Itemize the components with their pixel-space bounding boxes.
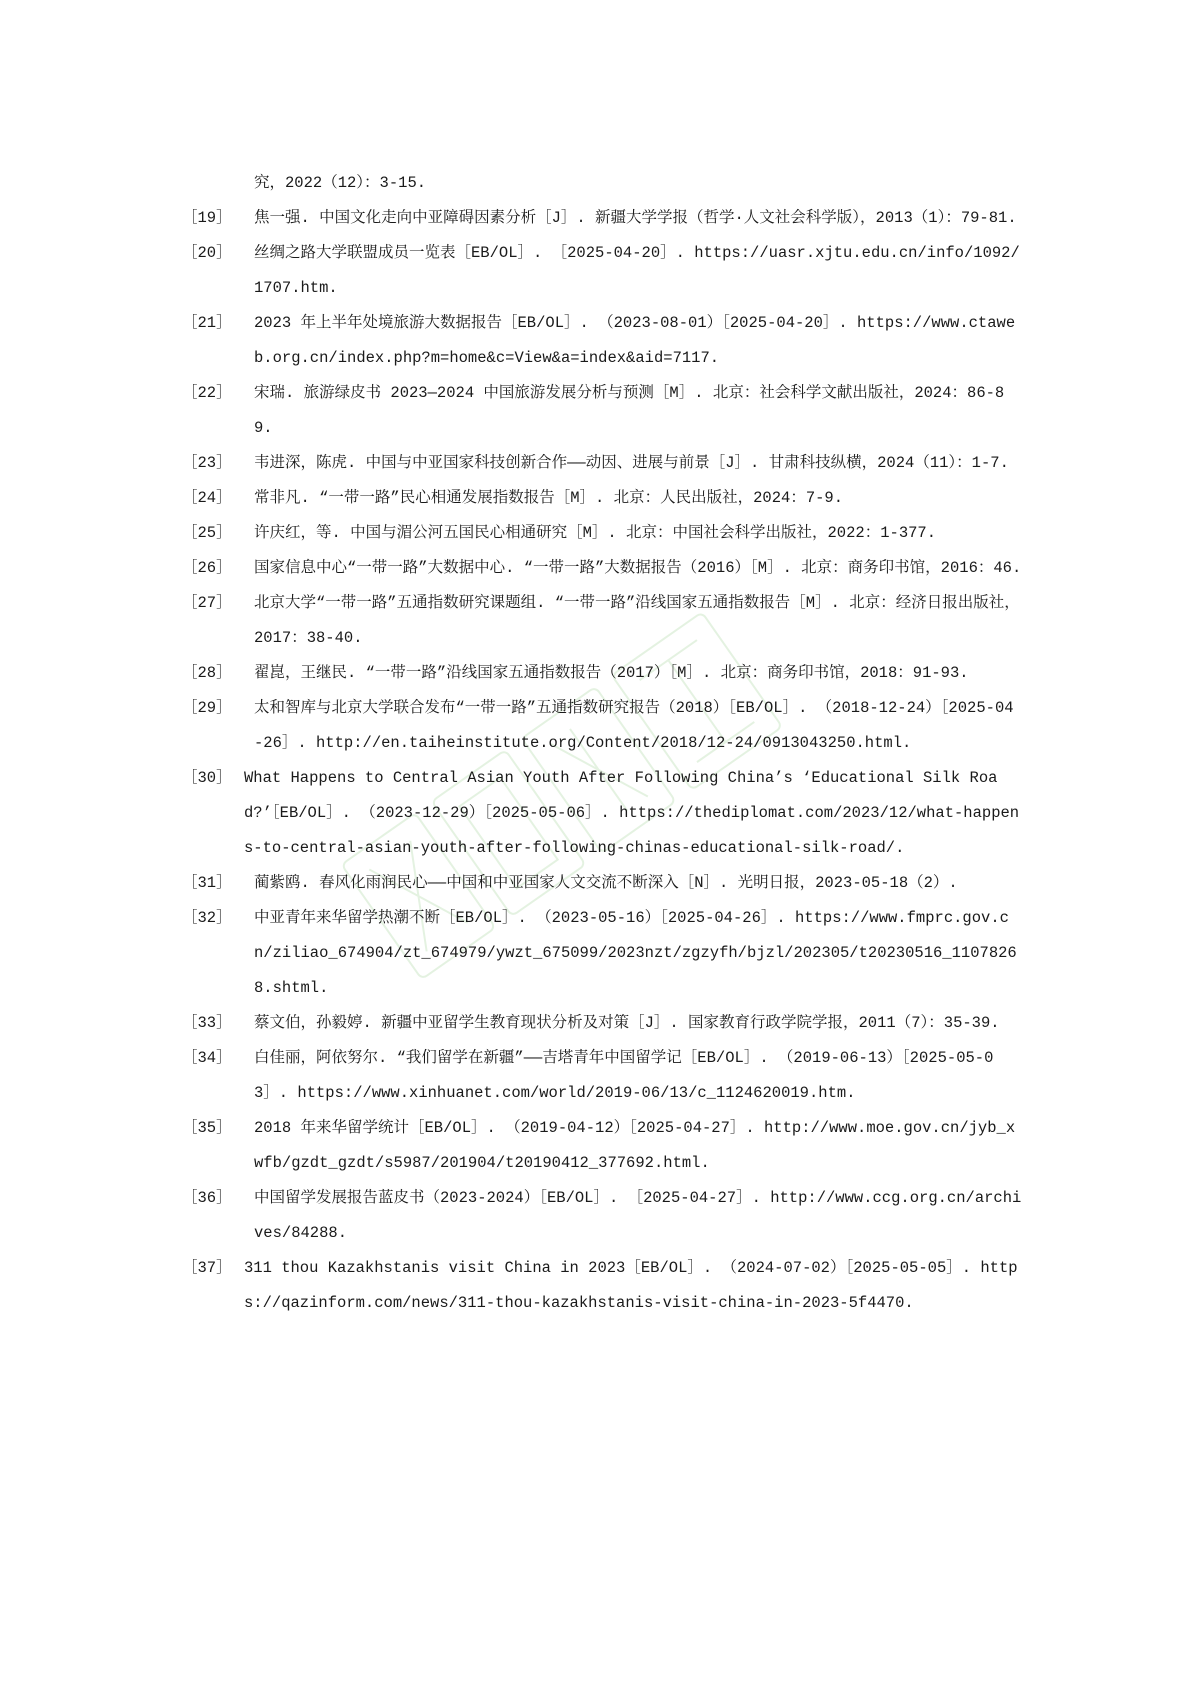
reference-number: ［37］ [182,1259,232,1277]
reference-list [182,166,1022,1321]
reference-text: 许庆红，等. 中国与湄公河五国民心相通研究［M］. 北京：中国社会科学出版社，2022：1-377. [254,524,937,542]
reference-item [182,586,1022,656]
reference-number: ［28］ [182,664,232,682]
reference-item [182,656,1022,691]
reference-text: 2018 年来华留学统计［EB/OL］. （2019-04-12）［2025-04-27］. http://www.moe.gov.cn/jyb_xwfb/gzdt_gzdt/s5987/201904/t20190412_377692.html. [254,1119,1016,1172]
reference-text: 宋瑞. 旅游绿皮书 2023—2024 中国旅游发展分析与预测［M］. 北京：社会科学文献出版社，2024：86-89. [254,384,1005,437]
reference-text: 国家信息中心“一带一路”大数据中心. “一带一路”大数据报告（2016）［M］. 北京：商务印书馆，2016：46. [254,559,1022,577]
reference-item [182,866,1022,901]
reference-item [182,1181,1022,1251]
reference-item [182,376,1022,446]
reference-number: ［24］ [182,489,232,507]
reference-number: ［36］ [182,1189,232,1207]
reference-item [182,516,1022,551]
reference-continuation-text: 究，2022（12）：3-15. [254,174,427,192]
reference-number: ［21］ [182,314,232,332]
reference-item [182,1006,1022,1041]
reference-item [182,901,1022,1006]
reference-text: 常非凡. “一带一路”民心相通发展指数报告［M］. 北京：人民出版社，2024：7-9. [254,489,844,507]
reference-number: ［30］ [182,769,232,787]
reference-number: ［33］ [182,1014,232,1032]
reference-item [182,761,1022,866]
reference-item [182,201,1022,236]
reference-text: 中亚青年来华留学热潮不断［EB/OL］. （2023-05-16）［2025-04-26］. https://www.fmprc.gov.cn/ziliao_674904/zt_674979/ywzt_675099/2023nzt/zgzyfh/bjzl/202305/t20230516_11078268.shtml. [254,909,1017,997]
reference-item [182,551,1022,586]
reference-number: ［25］ [182,524,232,542]
reference-text: 2023 年上半年处境旅游大数据报告［EB/OL］. （2023-08-01）［2025-04-20］. https://www.ctaweb.org.cn/index.php?m=home&c=View&a=index&aid=7117. [254,314,1016,367]
reference-number: ［27］ [182,594,232,612]
reference-number: ［26］ [182,559,232,577]
reference-item [182,691,1022,761]
reference-text: 丝绸之路大学联盟成员一览表［EB/OL］. ［2025-04-20］. https://uasr.xjtu.edu.cn/info/1092/1707.htm. [254,244,1020,297]
reference-text: 蔺紫鸥. 春风化雨润民心——中国和中亚国家人文交流不断深入［N］. 光明日报，2023-05-18（2）. [254,874,958,892]
reference-text: 蔡文伯，孙毅婷. 新疆中亚留学生教育现状分析及对策［J］. 国家教育行政学院学报，2011（7）：35-39. [254,1014,1000,1032]
reference-text: 焦一强. 中国文化走向中亚障碍因素分析［J］. 新疆大学学报（哲学·人文社会科学版），2013（1）：79-81. [254,209,1017,227]
reference-item [182,1251,1022,1321]
reference-number: ［31］ [182,874,232,892]
reference-text: 太和智库与北京大学联合发布“一带一路”五通指数研究报告（2018）［EB/OL］. （2018-12-24）［2025-04-26］. http://en.taiheinstitute.org/Content/2018/12-24/0913043250.html. [254,699,1014,752]
reference-item [182,446,1022,481]
reference-text: 中国留学发展报告蓝皮书（2023-2024）［EB/OL］. ［2025-04-27］. http://www.ccg.org.cn/archives/84288. [254,1189,1022,1242]
reference-number: ［22］ [182,384,232,402]
reference-item [182,236,1022,306]
reference-number: ［29］ [182,699,232,717]
reference-item [182,1041,1022,1111]
reference-number: ［35］ [182,1119,232,1137]
reference-number: ［34］ [182,1049,232,1067]
reference-continuation [182,166,1022,201]
reference-item [182,481,1022,516]
reference-text: What Happens to Central Asian Youth After Following China’s ‘Educational Silk Road?’［EB/OL］. （2023-12-29）［2025-05-06］. https://thediplomat.com/2023/12/what-happens-to-central-asian-youth-after-following-chinas-educational-silk-road/. [244,769,1020,857]
reference-text: 北京大学“一带一路”五通指数研究课题组. “一带一路”沿线国家五通指数报告［M］. 北京：经济日报出版社，2017：38-40. [254,594,1020,647]
reference-number: ［23］ [182,454,232,472]
reference-item [182,1111,1022,1181]
reference-number: ［32］ [182,909,232,927]
reference-text: 韦进深，陈虎. 中国与中亚国家科技创新合作——动因、进展与前景［J］. 甘肃科技纵横，2024（11）：1-7. [254,454,1009,472]
reference-number: ［19］ [182,209,232,227]
reference-item [182,306,1022,376]
reference-text: 311 thou Kazakhstanis visit China in 2023［EB/OL］. （2024-07-02）［2025-05-05］. https://qazinform.com/news/311-thou-kazakhstanis-visit-china-in-2023-5f4470. [244,1259,1018,1312]
reference-text: 翟崑，王继民. “一带一路”沿线国家五通指数报告（2017）［M］. 北京：商务印书馆，2018：91-93. [254,664,969,682]
reference-number: ［20］ [182,244,232,262]
reference-text: 白佳丽，阿依努尔. “我们留学在新疆”——吉塔青年中国留学记［EB/OL］. （2019-06-13）［2025-05-03］. https://www.xinhuanet.com/world/2019-06/13/c_1124620019.htm. [254,1049,994,1102]
